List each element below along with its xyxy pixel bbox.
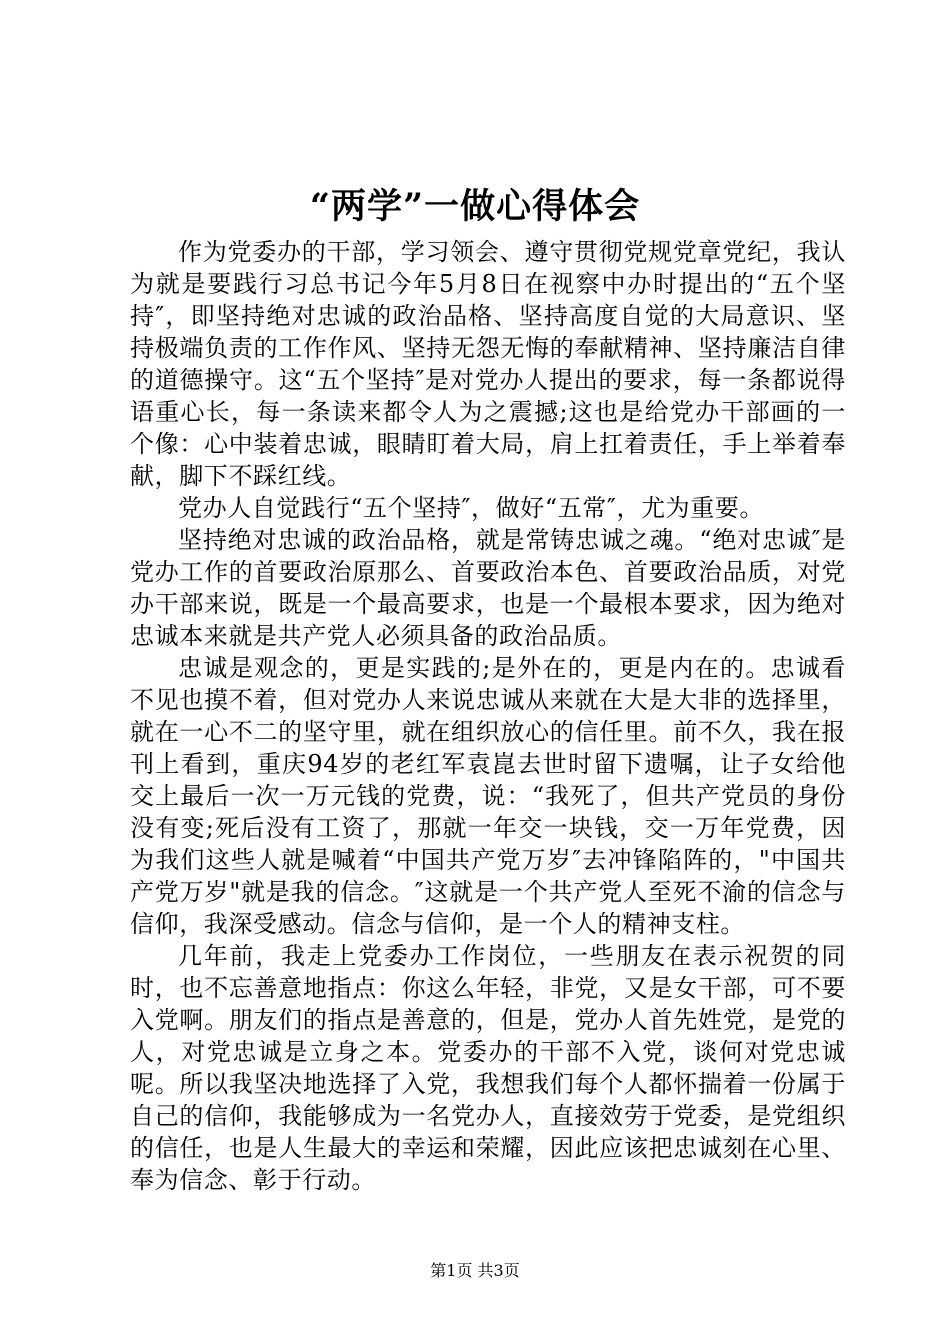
paragraph-3: 坚持绝对忠诚的政治品格，就是常铸忠诚之魂。“绝对忠诚″是党办工作的首要政治原那么、首要政治本色、首要政治品质，对党办干部来说，既是一个最高要求，也是一个最根本要求，因为绝对忠诚本来就是共产党人必须具备的政治品质。 — [130, 526, 846, 650]
page-footer: 第1页 共3页 — [430, 1261, 520, 1280]
paragraph-4: 忠诚是观念的，更是实践的;是外在的，更是内在的。忠诚看不见也摸不着，但对党办人来说忠诚从来就在大是大非的选择里，就在一心不二的坚守里，就在组织放心的信任里。前不久，我在报刊上看到，重庆94岁的老红军袁崑去世时留下遗嘱，让子女给他交上最后一次一万元钱的党费，说：“我死了，但共产党员的身份没有变;死后没有工资了，那就一年交一块钱，交一万年党费，因为我们这些人就是喊着“中国共产党万岁″去冲锋陷阵的，"中国共产党万岁"就是我的信念。″这就是一个共产党人至死不渝的信念与信仰，我深受感动。信念与信仰，是一个人的精神支柱。 — [130, 654, 846, 938]
document-title: “两学”一做心得体会 — [309, 186, 641, 227]
document-body — [130, 236, 846, 1196]
paragraph-5: 几年前，我走上党委办工作岗位，一些朋友在表示祝贺的同时，也不忘善意地指点：你这么年轻，非党，又是女干部，可不要入党啊。朋友们的指点是善意的，但是，党办人首先姓党，是党的人，对党忠诚是立身之本。党委办的干部不入党，谈何对党忠诚呢。所以我坚决地选择了入党，我想我们每个人都怀揣着一份属于自己的信仰，我能够成为一名党办人，直接效劳于党委，是党组织的信任，也是人生最大的幸运和荣耀，因此应该把忠诚刻在心里、奉为信念、彰于行动。 — [130, 942, 846, 1194]
paragraph-2: 党办人自觉践行“五个坚持″，做好“五常″，尤为重要。 — [178, 494, 765, 522]
paragraph-1: 作为党委办的干部，学习领会、遵守贯彻党规党章党纪，我认为就是要践行习总书记今年5月8日在视察中办时提出的“五个坚持″，即坚持绝对忠诚的政治品格、坚持高度自觉的大局意识、坚持极端负责的工作作风、坚持无怨无悔的奉献精神、坚持廉洁自律的道德操守。这“五个坚持″是对党办人提出的要求，每一条都说得语重心长，每一条读来都令人为之震撼;这也是给党办干部画的一个像：心中装着忠诚，眼睛盯着大局，肩上扛着责任，手上举着奉献，脚下不踩红线。 — [130, 238, 846, 490]
